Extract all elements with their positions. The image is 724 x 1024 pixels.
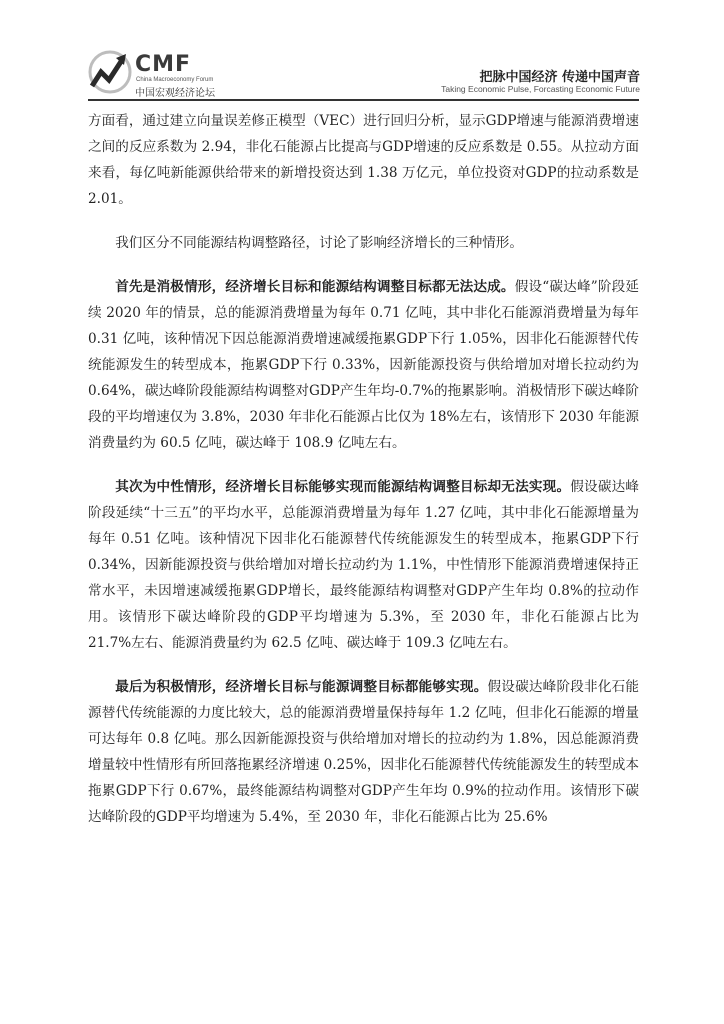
positive-scenario-lead: 最后为积极情形，经济增长目标与能源调整目标都能够实现。 xyxy=(115,679,488,695)
cmf-logo xyxy=(88,50,248,98)
paragraph-neutral-scenario xyxy=(88,474,639,656)
positive-scenario-text: 假设碳达峰阶段非化石能源替代传统能源的力度比较大，总的能源消费增量保持每年 1.2 亿吨，但非化石能源的增量可达每年 0.8 亿吨。那么因新能源投资与供给增加对增长的拉动约为 1.8%，因总能源消费增量较中性情形有所回落拖累经济增速 0.25%，因非化石能源替代传统能源发生的转型成本拖累GDP下行 0.67%，最终能源结构调整对GDP产生年均 0.9%的拉动作用。该情形下碳达峰阶段的GDP平均增速为 5.4%，至 2030 年，非化石能源占比为 25.6% xyxy=(88,679,640,825)
negative-scenario-lead: 首先是消极情形，经济增长目标和能源结构调整目标都无法达成。 xyxy=(115,279,515,295)
logo-emblem-icon xyxy=(88,50,132,94)
paragraph-regression: 方面看，通过建立向量误差修正模型（VEC）进行回归分析，显示GDP增速与能源消费增速之间的反应系数为 2.94，非化石能源占比提高与GDP增速的反应系数是 0.55。从拉动方面来看，每亿吨新能源供给带来的新增投资达到 1.38 万亿元，单位投资对GDP的拉动系数是 2.01。 xyxy=(88,113,639,207)
neutral-scenario-lead: 其次为中性情形，经济增长目标能够实现而能源结构调整目标却无法实现。 xyxy=(115,479,571,495)
document-body xyxy=(88,108,639,830)
logo-title: CMF xyxy=(135,52,192,77)
negative-scenario-text: 假设“碳达峰”阶段延续 2020 年的情景，总的能源消费增量为每年 0.71 亿吨，其中非化石能源消费增量为每年 0.31 亿吨，该种情况下因总能源消费增速减缓拖累GDP下行 1.05%，因非化石能源替代传统能源发生的转型成本，拖累GDP下行 0.33%，因新能源投资与供给增加对增长拉动约为 0.64%，碳达峰阶段能源结构调整对GDP产生年均-0.7%的拖累影响。消极情形下碳达峰阶段的平均增速仅为 3.8%，2030 年非化石能源占比仅为 18%左右，该情形下 2030 年能源消费量约为 60.5 亿吨，碳达峰于 108.9 亿吨左右。 xyxy=(88,279,639,451)
slogan-chinese: 把脉中国经济 传递中国声音 xyxy=(479,70,640,85)
paragraph-scenarios-intro: 我们区分不同能源结构调整路径，讨论了影响经济增长的三种情形。 xyxy=(115,235,523,251)
page-header xyxy=(0,0,724,100)
header-divider xyxy=(88,99,639,101)
logo-subtitle: China Macroeconomy Forum xyxy=(136,77,214,83)
logo-chinese-name: 中国宏观经济论坛 xyxy=(135,88,215,99)
paragraph-positive-scenario xyxy=(88,674,639,830)
paragraph-negative-scenario xyxy=(88,274,639,456)
slogan-english: Taking Economic Pulse, Forcasting Economic Future xyxy=(441,84,640,94)
neutral-scenario-text: 假设碳达峰阶段延续“十三五”的平均水平，总能源消费增量为每年 1.27 亿吨，其中非化石能源增量为每年 0.51 亿吨。该种情况下因非化石能源替代传统能源发生的转型成本，拖累GDP下行 0.34%，因新能源投资与供给增加对增长拉动约为 1.1%，中性情形下能源消费增速保持正常水平，未因增速减缓拖累GDP增长，最终能源结构调整对GDP产生年均 0.8%的拉动作用。该情形下碳达峰阶段的GDP平均增速为 5.3%，至 2030 年，非化石能源占比为 21.7%左右、能源消费量约为 62.5 亿吨、碳达峰于 109.3 亿吨左右。 xyxy=(88,479,640,651)
